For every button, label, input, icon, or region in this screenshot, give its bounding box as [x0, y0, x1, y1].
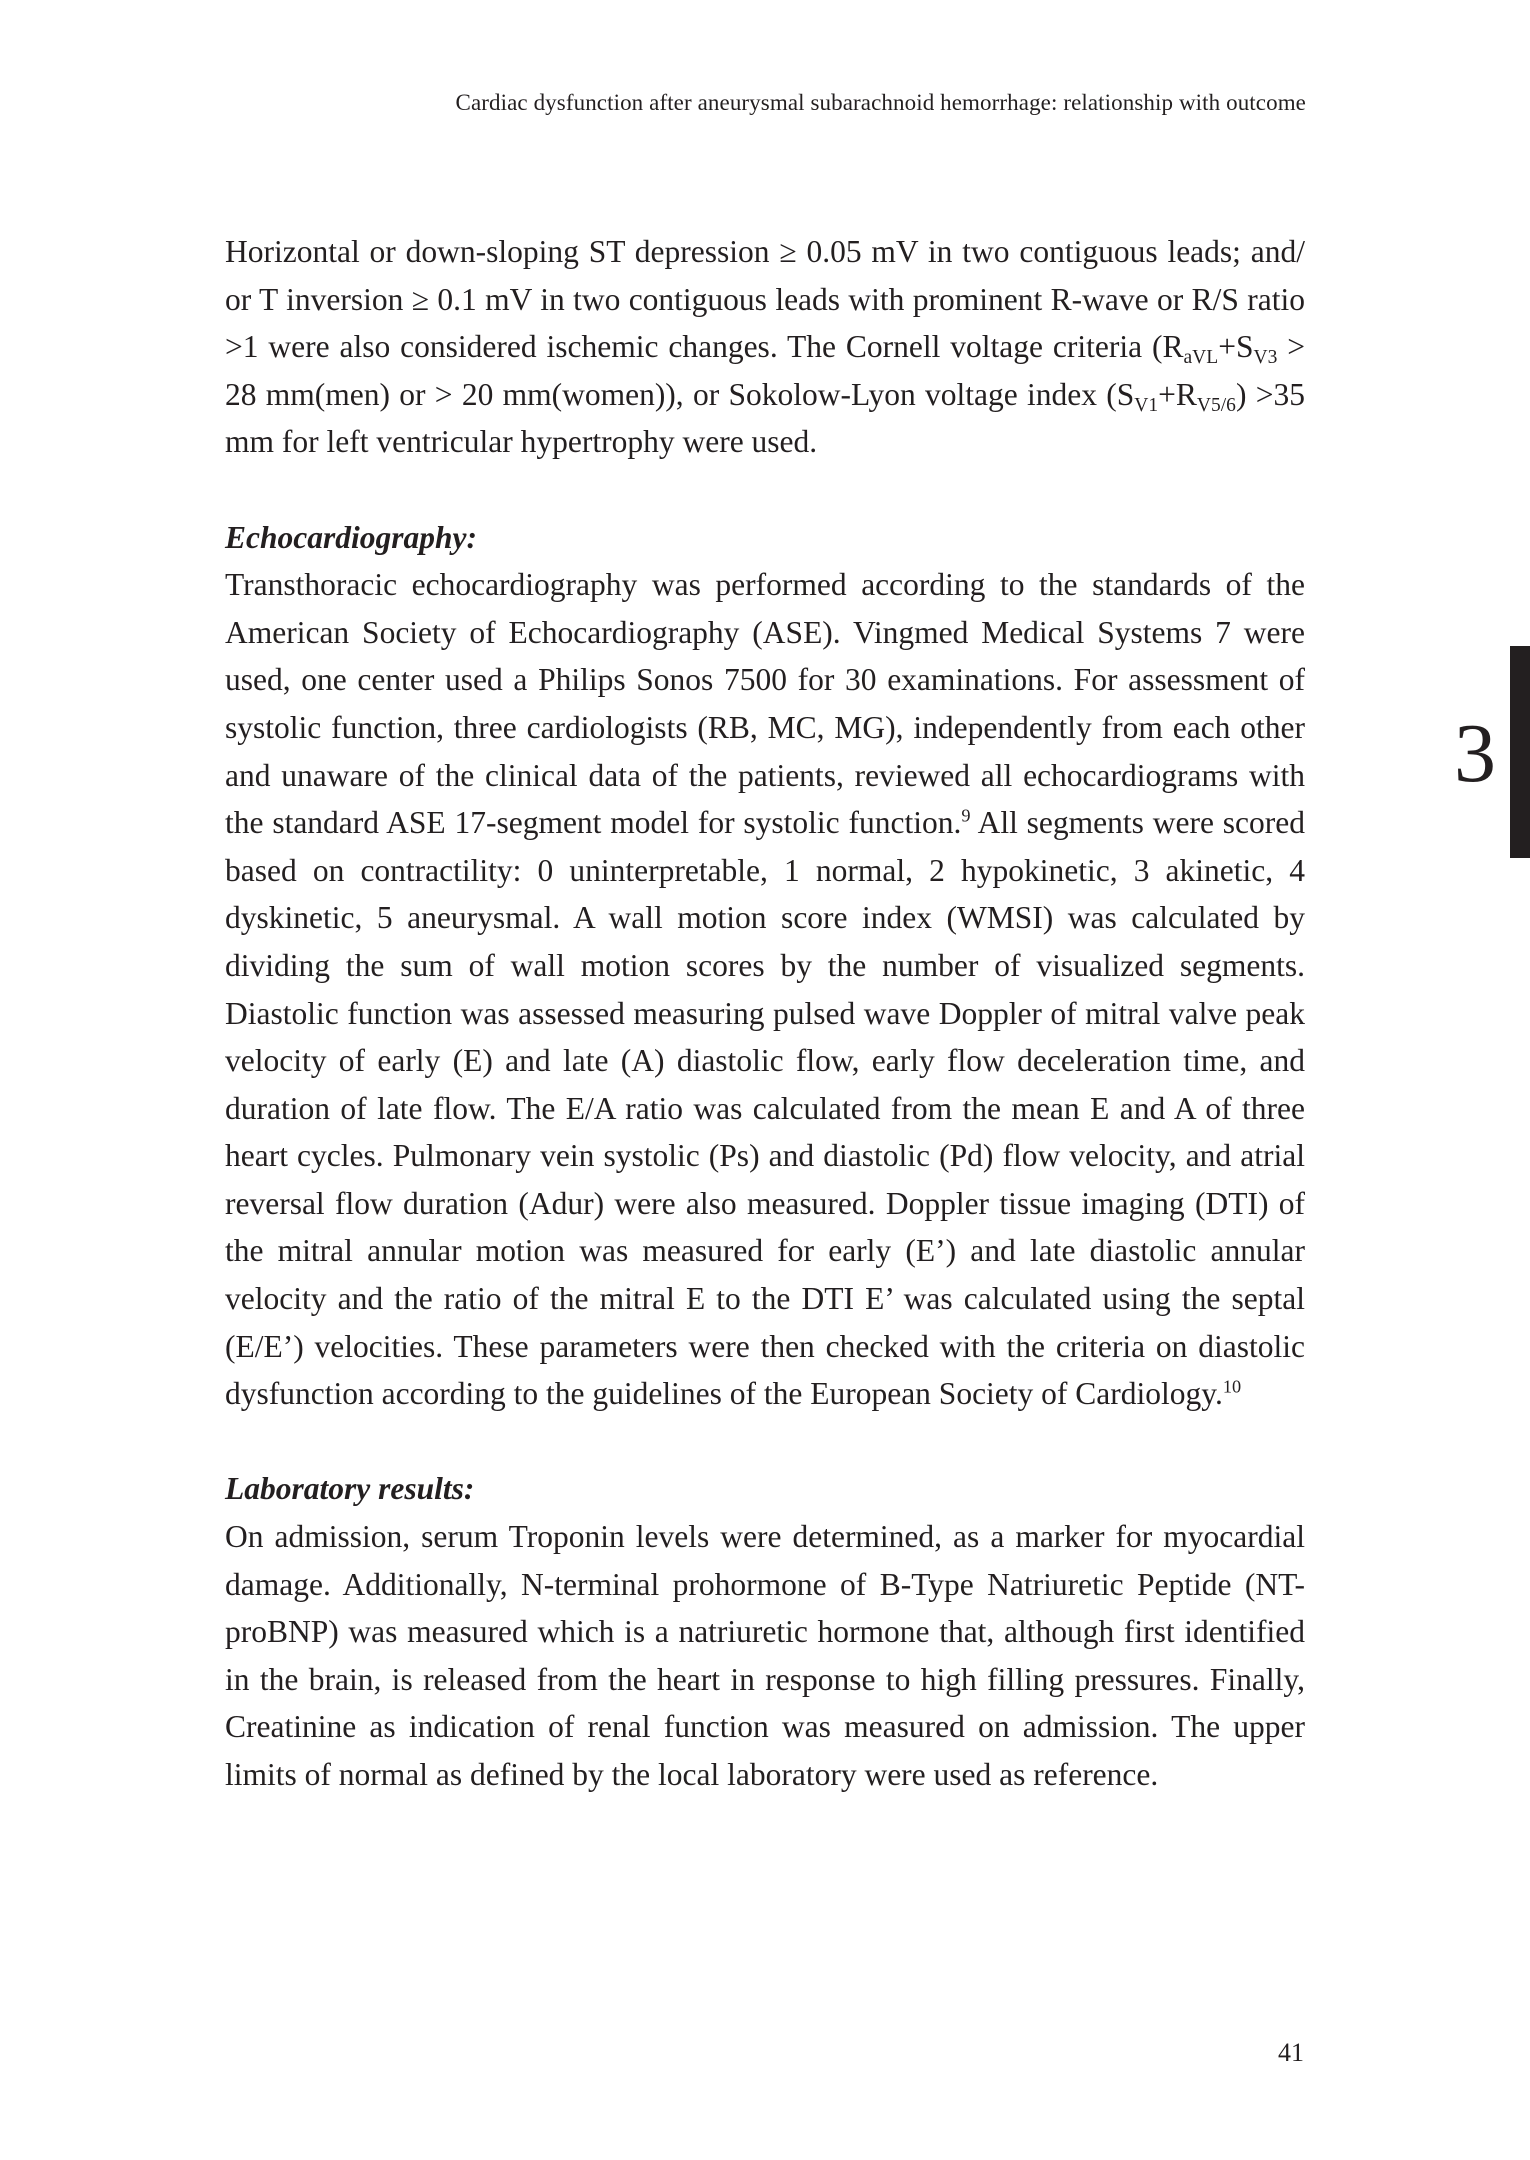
chapter-tab: [1510, 646, 1530, 858]
chapter-number: 3: [1454, 707, 1496, 800]
subscript-avl: aVL: [1183, 347, 1219, 369]
laboratory-paragraph: On admission, serum Troponin levels were determined, as a marker for myocardial damage. Additionally, N-terminal prohormone of B-Type Natriuretic Peptide (NT-proBNP) was measured which is a natriuretic hormone that, although first identified in the brain, is released from the heart in response to high filling pressures. Finally, Creatinine as indication of renal function was measured on admission. The upper limits of normal as defined by the local laboratory were used as reference.: [225, 1519, 1305, 1792]
subscript-v56: V5/6: [1196, 395, 1236, 417]
ecg-text-part-3: ) >35 mm for left ventricular hypertrophy were used.: [225, 376, 1305, 460]
running-header: Cardiac dysfunction after aneurysmal subarachnoid hemorrhage: relationship with outcome: [455, 90, 1306, 115]
ecg-text-part-1: Horizontal or down-sloping ST depression ≥ 0.05 mV in two contiguous leads; and/ or T inversion ≥ 0.1 mV in two contiguous leads with prominent R-wave or R/S ratio >1 were also considered ischemic changes. The Cornell voltage criteria (R: [225, 234, 1305, 365]
page-number: 41: [1278, 2038, 1304, 2067]
echo-text-part-2: All segments were scored based on contractility: 0 uninterpretable, 1 normal, 2 hypokinetic, 3 akinetic, 4 dyskinetic, 5 aneurysmal. A wall motion score index (WMSI) was calculated by dividing the sum of wall motion scores by the number of visualized segments. Diastolic function was assessed measuring pulsed wave Doppler of mitral valve peak velocity of early (E) and late (A) diastolic flow, early flow deceleration time, and duration of late flow. The E/A ratio was calculated from the mean E and A of three heart cycles. Pulmonary vein systolic (Ps) and diastolic (Pd) flow velocity, and atrial reversal flow duration (Adur) were also measured. Doppler tissue imaging (DTI) of the mitral annular motion was measured for early (E’) and late diastolic annular velocity and the ratio of the mitral E to the DTI E’ was calculated using the septal (E/E’) velocities. These parameters were then checked with the criteria on diastolic dysfunction according to the guidelines of the European Society of Cardiology.: [225, 805, 1305, 1412]
section-gap: [225, 466, 1305, 514]
ecg-plus-r: +R: [1158, 376, 1197, 412]
page-body: [225, 228, 1305, 1799]
reference-10: 10: [1222, 1376, 1242, 1397]
reference-9: 9: [961, 805, 971, 826]
echocardiography-paragraph: [225, 561, 1305, 1418]
subscript-v3: V3: [1253, 347, 1278, 369]
echo-text-part-1: Transthoracic echocardiography was performed according to the standards of the American Society of Echocardiography (ASE). Vingmed Medical Systems 7 were used, one center used a Philips Sonos 7500 for 30 examinations. For assessment of systolic function, three cardiologists (RB, MC, MG), independently from each other and unaware of the clinical data of the patients, reviewed all echocardiograms with the standard ASE 17-segment model for systolic function.: [225, 567, 1305, 841]
laboratory-heading: Laboratory results:: [225, 1471, 475, 1507]
subscript-v1: V1: [1134, 395, 1159, 417]
section-gap: [225, 1418, 1305, 1466]
ecg-criteria-paragraph: [225, 228, 1305, 466]
ecg-text-part-2: > 28 mm(men) or > 20 mm(women)), or Sokolow-Lyon voltage index (S: [225, 329, 1306, 412]
ecg-plus-s: +S: [1218, 329, 1254, 365]
echocardiography-heading: Echocardiography:: [225, 519, 477, 555]
